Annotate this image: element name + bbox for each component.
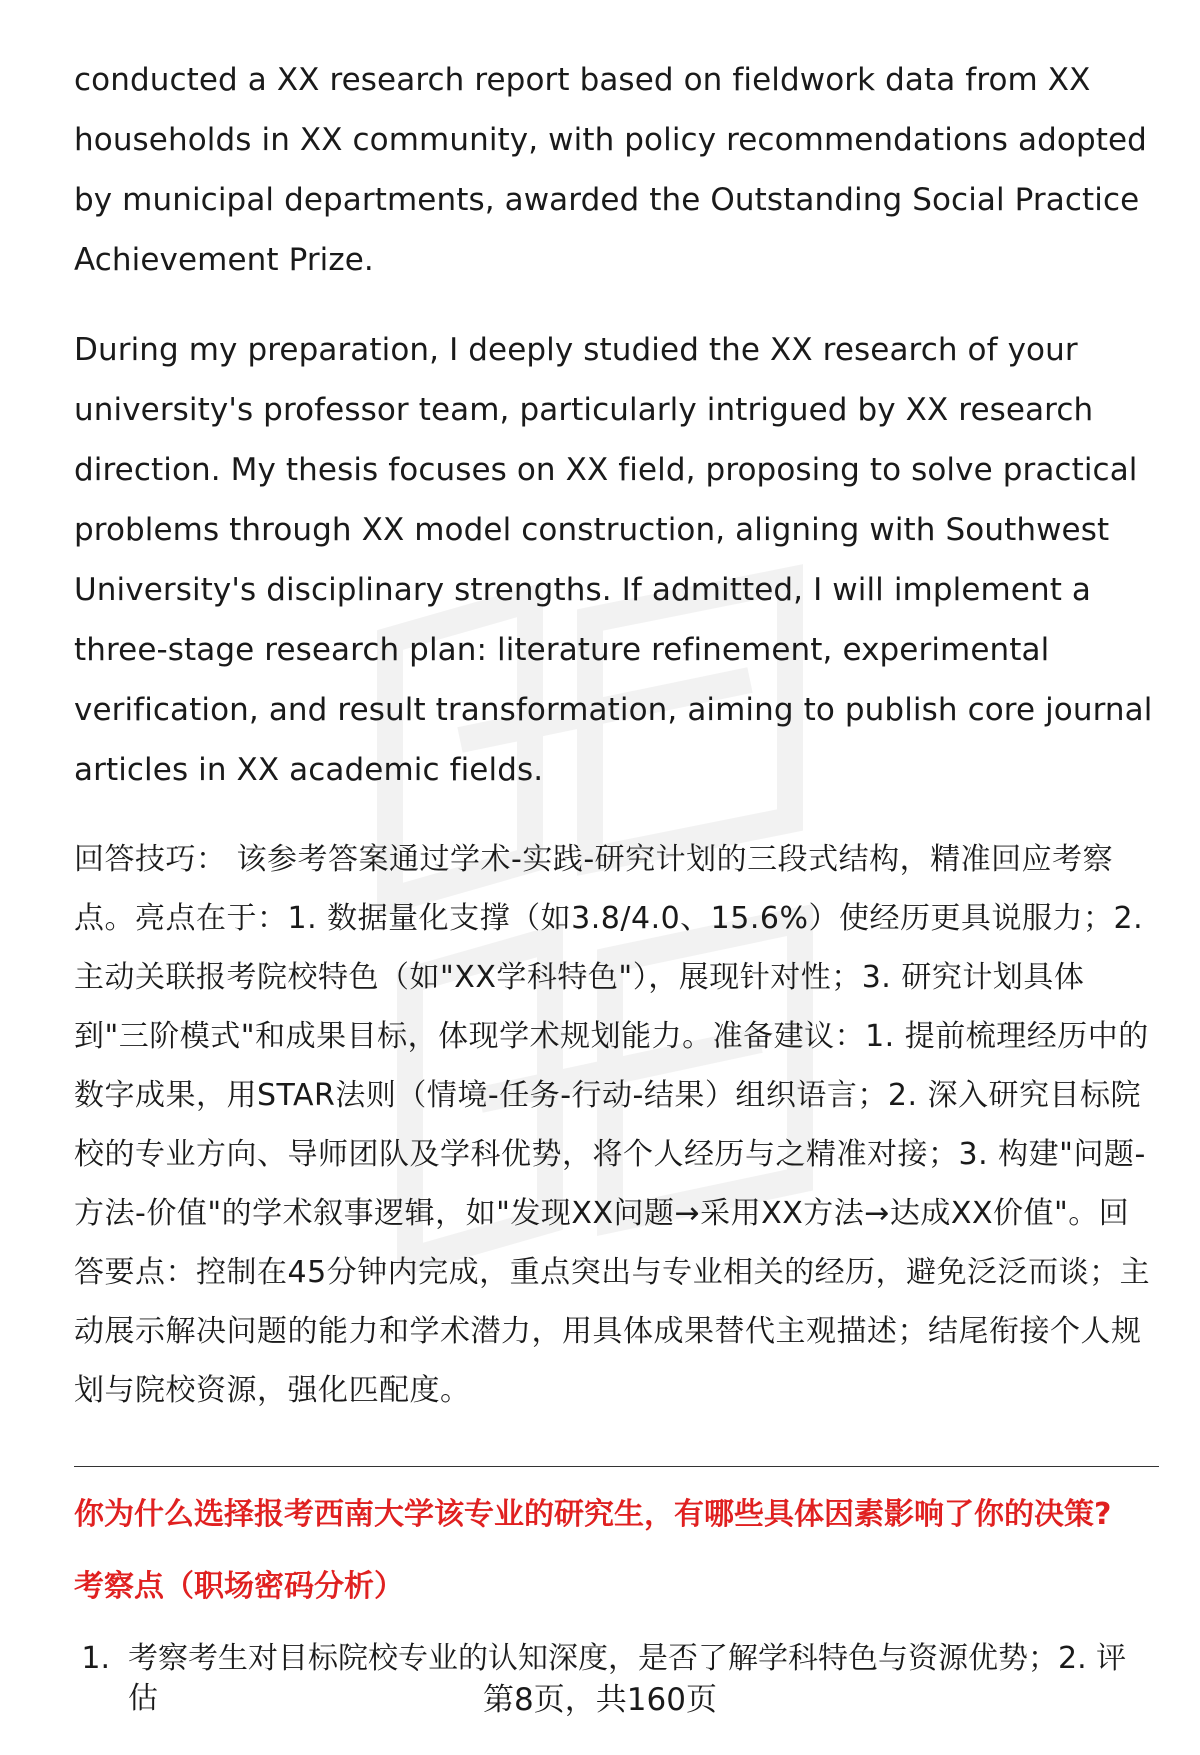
document-page xyxy=(74,50,1154,1719)
section-divider xyxy=(74,1466,1159,1467)
section-title-assessment-points: 考察点（职场密码分析） xyxy=(74,1569,404,1604)
answer-tips-paragraph: 回答技巧： 该参考答案通过学术-实践-研究计划的三段式结构，精准回应考察点。亮点在于：1. 数据量化支撑（如3.8/4.0、15.6%）使经历更具说服力；2. 主动关联报考院校特色（如"XX学科特色"），展现针对性；3. 研究计划具体到"三阶模式"和成果目标，体现学术规划能力。准备建议：1. 提前梳理经历中的数字成果，用STAR法则（情境-任务-行动-结果）组织语言；2. 深入研究目标院校的专业方向、导师团队及学科优势，将个人经历与之精准对接；3. 构建"问题-方法-价值"的学术叙事逻辑，如"发现XX问题→采用XX方法→达成XX价值"。回答要点：控制在45分钟内完成，重点突出与专业相关的经历，避免泛泛而谈；主动展示解决问题的能力和学术潜力，用具体成果替代主观描述；结尾衔接个人规划与院校资源，强化匹配度。 xyxy=(74,842,1151,1408)
interview-question: 你为什么选择报考西南大学该专业的研究生，有哪些具体因素影响了你的决策? xyxy=(74,1497,1112,1532)
page-number-footer: 第8页，共160页 xyxy=(483,1682,717,1718)
paragraph-research-plan: During my preparation, I deeply studied the XX research of your university's professor team, particularly intrigued by XX research direction. My thesis focuses on XX field, proposing to solve practical problems through XX model construction, aligning with Southwest University's disciplinary strengths. If admitted, I will implement a three-stage research plan: literature refinement, experimental verification, and result transformation, aiming to publish core journal articles in XX academic fields. xyxy=(74,332,1153,788)
paragraph-practice-achievement: conducted a XX research report based on fieldwork data from XX households in XX community, with policy recommendations adopted by municipal departments, awarded the Outstanding Social Practice Achievement Prize. xyxy=(74,62,1147,278)
list-item-number: 1. xyxy=(81,1641,110,1676)
list-item-text: 考察考生对目标院校专业的认知深度，是否了解学科特色与资源优势；2. 评估 xyxy=(128,1641,1127,1716)
